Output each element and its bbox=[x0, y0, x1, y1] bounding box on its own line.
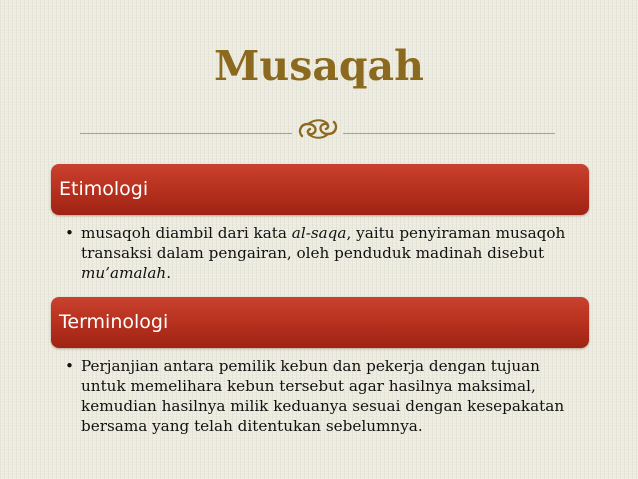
bullet-item-terminologi bbox=[65, 356, 589, 436]
etimologi-text-part1: musaqoh diambil dari kata bbox=[81, 224, 292, 242]
title-divider-right bbox=[343, 133, 555, 134]
etimologi-text-part3: . bbox=[166, 264, 172, 282]
title-divider-left bbox=[80, 133, 292, 134]
etimologi-text-part2: , yaitu penyiraman musaqoh transaksi dalam pengairan, oleh penduduk madinah disebut bbox=[81, 224, 566, 262]
section-header-etimologi: Etimologi bbox=[51, 164, 589, 215]
bullet-marker: • bbox=[65, 224, 74, 242]
scroll-ornament-icon bbox=[294, 112, 342, 146]
section-body-etimologi bbox=[51, 215, 589, 297]
slide-title: Musaqah bbox=[214, 42, 424, 90]
section-header-terminologi: Terminologi bbox=[51, 297, 589, 348]
terminologi-text: Perjanjian antara pemilik kebun dan pekerja dengan tujuan untuk memelihara kebun tersebut agar hasilnya maksimal, kemudian hasilnya milik keduanya sesuai dengan kesepakatan bersama yang telah ditentukan sebelumnya. bbox=[81, 357, 565, 435]
etimologi-term-muamalah: mu’amalah bbox=[81, 264, 167, 282]
section-body-terminologi bbox=[51, 348, 589, 436]
etimologi-term-al-saqa: al-saqa bbox=[291, 224, 347, 242]
slide-content bbox=[51, 164, 589, 436]
bullet-item-etimologi bbox=[65, 223, 589, 283]
bullet-marker: • bbox=[65, 357, 74, 375]
